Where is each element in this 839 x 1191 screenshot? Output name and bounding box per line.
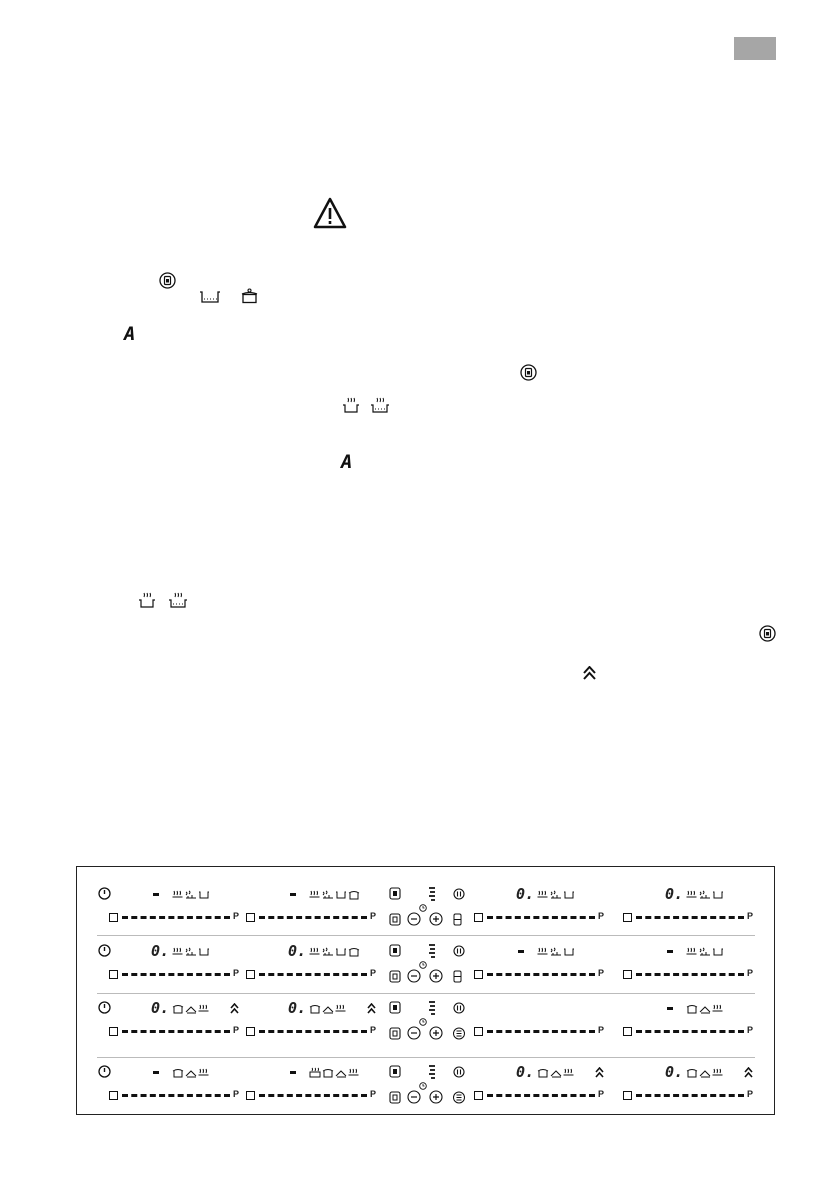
zone-selector-icon bbox=[623, 970, 632, 979]
pan-icon bbox=[563, 889, 575, 900]
zone-display: 0. bbox=[288, 999, 307, 1017]
power-boost-label: P bbox=[598, 968, 605, 978]
cooking-zone bbox=[474, 1001, 624, 1045]
menu-icon bbox=[453, 1091, 465, 1104]
zone-display-off bbox=[153, 1071, 159, 1074]
steam-icon bbox=[309, 1067, 321, 1078]
rice-icon bbox=[699, 1003, 711, 1014]
boil-icon bbox=[712, 1067, 724, 1078]
language-tab bbox=[734, 37, 776, 60]
power-slider bbox=[259, 916, 367, 919]
cooking-zone bbox=[246, 887, 396, 931]
clock-icon bbox=[419, 1018, 427, 1026]
power-boost-label: P bbox=[370, 911, 377, 921]
boil-icon bbox=[686, 946, 698, 957]
row-divider bbox=[97, 1057, 755, 1058]
zone-display-off bbox=[290, 893, 296, 896]
hob2hob-icon-3 bbox=[759, 625, 776, 642]
zone-display-off bbox=[153, 893, 159, 896]
minus-icon bbox=[407, 912, 421, 926]
rice-icon bbox=[185, 1003, 197, 1014]
power-boost-label: P bbox=[747, 968, 754, 978]
cooking-zone bbox=[246, 1065, 396, 1109]
cooking-zone bbox=[246, 1001, 396, 1045]
minus-icon bbox=[407, 1026, 421, 1040]
clock-icon bbox=[419, 961, 427, 969]
power-slider bbox=[122, 1094, 230, 1097]
cooking-zone bbox=[474, 1065, 624, 1109]
fry-icon bbox=[550, 946, 562, 957]
boil-icon bbox=[335, 1003, 347, 1014]
fry-icon bbox=[185, 889, 197, 900]
zone-display-off bbox=[667, 950, 673, 953]
rice-icon bbox=[322, 1003, 334, 1014]
power-slider bbox=[636, 973, 744, 976]
hob2hob-icon-2 bbox=[520, 364, 537, 381]
clock-icon bbox=[419, 1082, 427, 1090]
power-slider bbox=[259, 1094, 367, 1097]
power-boost-label: P bbox=[370, 1025, 377, 1035]
zone-selector-icon bbox=[474, 1091, 483, 1100]
zone-display: 0. bbox=[151, 942, 170, 960]
cooking-zone bbox=[623, 1065, 773, 1109]
pot-icon bbox=[348, 946, 360, 957]
power-icon bbox=[98, 944, 111, 957]
steam-pot-icon-2 bbox=[138, 592, 156, 609]
zone-selector-icon bbox=[246, 970, 255, 979]
minus-icon bbox=[407, 1090, 421, 1104]
timer-display-icon bbox=[428, 887, 436, 901]
cooking-zone bbox=[623, 887, 773, 931]
pause-icon bbox=[453, 945, 465, 957]
cooking-zone bbox=[474, 944, 624, 988]
lock-icon bbox=[389, 1027, 401, 1040]
cooking-zone bbox=[109, 887, 259, 931]
pot-icon bbox=[322, 1067, 334, 1078]
boost-icon bbox=[744, 1067, 753, 1078]
boost-icon bbox=[230, 1003, 239, 1014]
boil-icon bbox=[686, 889, 698, 900]
cooking-zone bbox=[109, 944, 259, 988]
zone-selector-icon bbox=[474, 1027, 483, 1036]
power-slider bbox=[636, 1030, 744, 1033]
zone-selector-icon bbox=[109, 1091, 118, 1100]
fry-icon bbox=[699, 889, 711, 900]
rice-icon bbox=[699, 1067, 711, 1078]
boil-icon bbox=[537, 889, 549, 900]
cooking-zone bbox=[246, 944, 396, 988]
power-slider bbox=[259, 1030, 367, 1033]
zone-display: 0. bbox=[665, 885, 684, 903]
cooking-zone bbox=[474, 887, 624, 931]
hob2hob-icon bbox=[389, 887, 401, 900]
timer-display-icon bbox=[428, 1065, 436, 1079]
center-controls bbox=[389, 1001, 469, 1045]
center-controls bbox=[389, 887, 469, 931]
cooking-zone bbox=[623, 1001, 773, 1045]
pan-icon bbox=[198, 889, 210, 900]
power-slider bbox=[636, 916, 744, 919]
power-slider bbox=[122, 916, 230, 919]
power-boost-label: P bbox=[233, 1089, 240, 1099]
zone-selector-icon bbox=[474, 970, 483, 979]
rice-icon bbox=[335, 1067, 347, 1078]
power-boost-label: P bbox=[747, 1089, 754, 1099]
power-slider bbox=[487, 1094, 595, 1097]
zone-display: 0. bbox=[151, 999, 170, 1017]
control-panel-diagram bbox=[76, 866, 775, 1115]
power-slider bbox=[487, 1030, 595, 1033]
hob2hob-icon bbox=[389, 1001, 401, 1014]
steam-pot-icon bbox=[342, 397, 360, 414]
lock-icon bbox=[389, 1091, 401, 1104]
pan-icon bbox=[712, 946, 724, 957]
plus-icon bbox=[429, 912, 443, 926]
hob2hob-icon bbox=[159, 272, 176, 289]
pan-icon bbox=[712, 889, 724, 900]
pot-icon bbox=[309, 1003, 321, 1014]
power-slider bbox=[122, 973, 230, 976]
pot-icon bbox=[348, 889, 360, 900]
pan-icon bbox=[563, 946, 575, 957]
power-boost-label: P bbox=[233, 968, 240, 978]
power-slider bbox=[487, 916, 595, 919]
zone-display-off bbox=[667, 1007, 673, 1010]
power-icon bbox=[98, 1065, 111, 1078]
power-boost-label: P bbox=[598, 911, 605, 921]
steam-pan-icon bbox=[370, 397, 390, 414]
pot-icon bbox=[686, 1067, 698, 1078]
pot-icon bbox=[172, 1003, 184, 1014]
boil-icon bbox=[172, 889, 184, 900]
lock-icon bbox=[389, 970, 401, 983]
zone-display: 0. bbox=[288, 942, 307, 960]
pot-icon bbox=[172, 1067, 184, 1078]
center-controls bbox=[389, 1065, 469, 1109]
zone-selector-icon bbox=[246, 1027, 255, 1036]
zone-display-off bbox=[518, 950, 524, 953]
boil-icon bbox=[712, 1003, 724, 1014]
power-icon bbox=[98, 887, 111, 900]
display-letter-a: A bbox=[124, 323, 136, 345]
power-slider bbox=[487, 973, 595, 976]
hob2hob-icon bbox=[389, 1065, 401, 1078]
steam-pan-icon-2 bbox=[168, 592, 188, 609]
cooking-zone bbox=[109, 1065, 259, 1109]
hob2hob-icon bbox=[389, 944, 401, 957]
cooking-zone bbox=[623, 944, 773, 988]
rice-icon bbox=[550, 1067, 562, 1078]
zone-display: 0. bbox=[516, 1063, 535, 1081]
power-boost-label: P bbox=[747, 1025, 754, 1035]
boil-icon bbox=[537, 946, 549, 957]
boil-icon bbox=[563, 1067, 575, 1078]
keep-warm-icon bbox=[453, 970, 465, 983]
zone-display-off bbox=[290, 1071, 296, 1074]
zone-selector-icon bbox=[246, 1091, 255, 1100]
power-slider bbox=[259, 973, 367, 976]
zone-selector-icon bbox=[109, 970, 118, 979]
menu-icon bbox=[453, 1027, 465, 1040]
rice-icon bbox=[185, 1067, 197, 1078]
pause-icon bbox=[453, 1066, 465, 1078]
pause-icon bbox=[453, 1002, 465, 1014]
double-chevron-up-icon bbox=[583, 666, 596, 680]
boost-icon bbox=[367, 1003, 376, 1014]
zone-selector-icon bbox=[623, 913, 632, 922]
pan-icon bbox=[335, 946, 347, 957]
power-boost-label: P bbox=[598, 1089, 605, 1099]
fry-icon bbox=[185, 946, 197, 957]
fry-icon bbox=[699, 946, 711, 957]
fry-icon bbox=[322, 946, 334, 957]
power-boost-label: P bbox=[598, 1025, 605, 1035]
power-boost-label: P bbox=[370, 968, 377, 978]
zone-selector-icon bbox=[109, 913, 118, 922]
display-letter-a-2: A bbox=[341, 451, 353, 473]
power-slider bbox=[636, 1094, 744, 1097]
power-boost-label: P bbox=[233, 1025, 240, 1035]
boil-icon bbox=[198, 1067, 210, 1078]
zone-selector-icon bbox=[474, 913, 483, 922]
pot-lid-icon bbox=[240, 288, 259, 304]
pot-icon bbox=[686, 1003, 698, 1014]
power-icon bbox=[98, 1001, 111, 1014]
fry-icon bbox=[322, 889, 334, 900]
boil-icon bbox=[348, 1067, 360, 1078]
plus-icon bbox=[429, 969, 443, 983]
cooking-zone bbox=[109, 1001, 259, 1045]
zone-selector-icon bbox=[623, 1027, 632, 1036]
power-slider bbox=[122, 1030, 230, 1033]
clock-icon bbox=[419, 904, 427, 912]
center-controls bbox=[389, 944, 469, 988]
zone-selector-icon bbox=[246, 913, 255, 922]
timer-display-icon bbox=[428, 944, 436, 958]
lock-icon bbox=[389, 913, 401, 926]
warning-icon bbox=[313, 197, 347, 229]
power-boost-label: P bbox=[747, 911, 754, 921]
fry-icon bbox=[550, 889, 562, 900]
power-boost-label: P bbox=[233, 911, 240, 921]
plus-icon bbox=[429, 1090, 443, 1104]
boost-icon bbox=[595, 1067, 604, 1078]
plus-icon bbox=[429, 1026, 443, 1040]
boil-icon bbox=[172, 946, 184, 957]
pot-boil-icon bbox=[199, 290, 221, 304]
row-divider bbox=[97, 935, 755, 936]
power-boost-label: P bbox=[370, 1089, 377, 1099]
zone-display: 0. bbox=[665, 1063, 684, 1081]
minus-icon bbox=[407, 969, 421, 983]
boil-icon bbox=[309, 889, 321, 900]
row-divider bbox=[97, 993, 755, 994]
zone-selector-icon bbox=[623, 1091, 632, 1100]
pause-icon bbox=[453, 888, 465, 900]
zone-display: 0. bbox=[516, 885, 535, 903]
pan-icon bbox=[198, 946, 210, 957]
pan-icon bbox=[335, 889, 347, 900]
timer-display-icon bbox=[428, 1001, 436, 1015]
pot-icon bbox=[537, 1067, 549, 1078]
keep-warm-icon bbox=[453, 913, 465, 926]
zone-selector-icon bbox=[109, 1027, 118, 1036]
boil-icon bbox=[309, 946, 321, 957]
boil-icon bbox=[198, 1003, 210, 1014]
